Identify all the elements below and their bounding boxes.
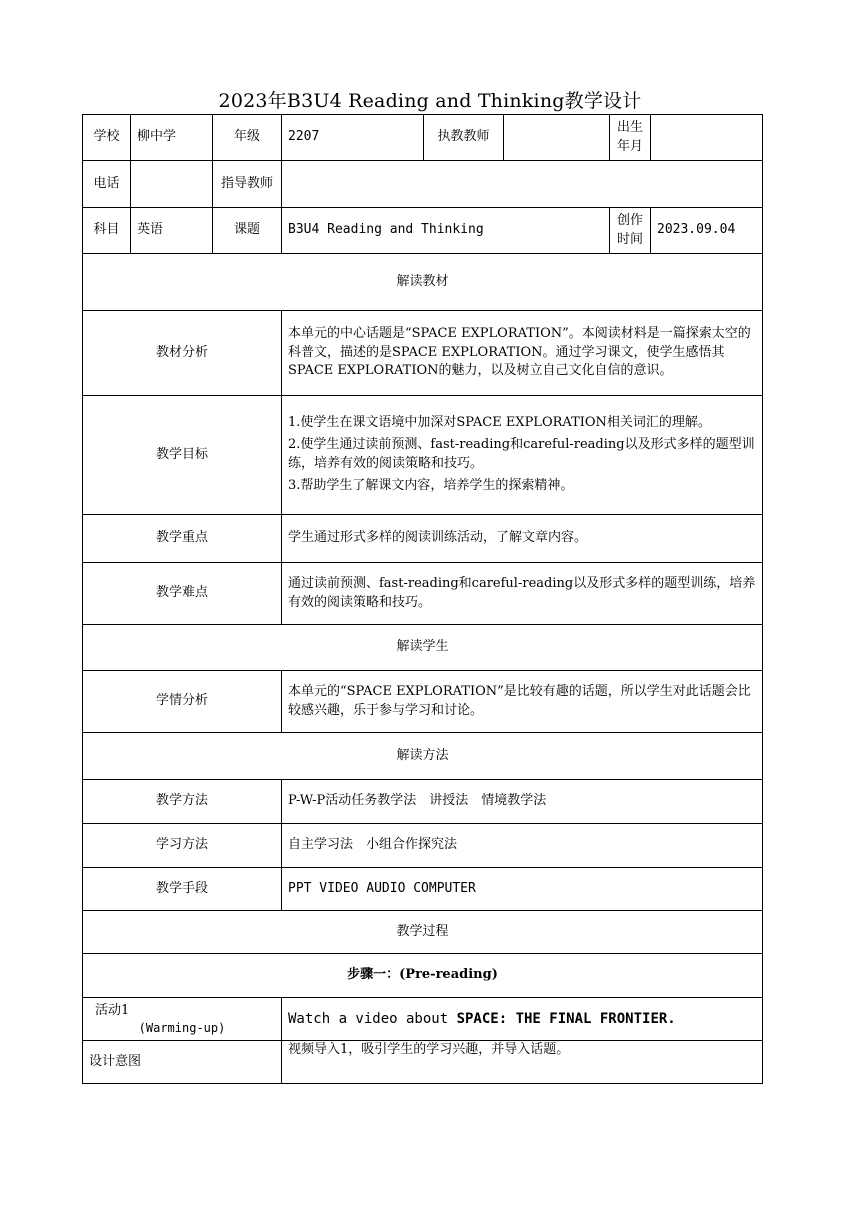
teaching-means-row	[83, 868, 763, 911]
learning-method-label: 学习方法	[83, 824, 282, 868]
textbook-analysis-row	[83, 311, 763, 396]
header-row-2	[83, 161, 763, 208]
design-intent-row	[83, 1041, 763, 1084]
teaching-method-text: P-W-P活动任务教学法 讲授法 情境教学法	[282, 780, 763, 824]
teaching-goals-list	[282, 396, 763, 515]
grade-label: 年级	[213, 115, 282, 161]
student-analysis-label: 学情分析	[83, 671, 282, 733]
topic-label: 课题	[213, 208, 282, 254]
section-textbook-row	[83, 254, 763, 311]
teaching-means-text: PPT VIDEO AUDIO COMPUTER	[282, 868, 763, 911]
lesson-plan-table	[82, 114, 763, 1084]
section-students-row	[83, 625, 763, 671]
teaching-means-label: 教学手段	[83, 868, 282, 911]
textbook-analysis-text: 本单元的中心话题是“SPACE EXPLORATION”。本阅读材料是一篇探索太空的科普文，描述的是SPACE EXPLORATION。通过学习课文，使学生感悟其SPACE EXPLORATION的魅力，以及树立自己文化自信的意识。	[282, 311, 763, 396]
activity1-text	[282, 998, 763, 1041]
created-value: 2023.09.04	[651, 208, 763, 254]
activity1-label-line1: 活动1	[95, 1003, 130, 1019]
school-value: 柳中学	[131, 115, 213, 161]
difficult-point-label: 教学难点	[83, 563, 282, 625]
teaching-goals-row	[83, 396, 763, 515]
learning-method-text: 自主学习法 小组合作探究法	[282, 824, 763, 868]
design-intent-label: 设计意图	[83, 1041, 282, 1084]
section-process-row	[83, 911, 763, 954]
activity1-text-video-title: SPACE: THE FINAL FRONTIER.	[456, 1010, 676, 1027]
activity1-row	[83, 998, 763, 1041]
teaching-goals-label: 教学目标	[83, 396, 282, 515]
teaching-method-row	[83, 780, 763, 824]
phone-value	[131, 161, 213, 208]
birth-label: 出生年月	[610, 115, 651, 161]
difficult-point-row	[83, 563, 763, 625]
activity1-text-prefix: Watch a video about	[288, 1010, 457, 1027]
header-row-1	[83, 115, 763, 161]
section-methods-heading: 解读方法	[83, 733, 763, 780]
activity1-label	[83, 998, 282, 1041]
mentor-label: 指导教师	[213, 161, 282, 208]
key-point-row	[83, 515, 763, 563]
document-title: 2023年B3U4 Reading and Thinking教学设计	[218, 90, 642, 112]
step1-heading: 步骤一：(Pre-reading)	[83, 954, 763, 998]
key-point-label: 教学重点	[83, 515, 282, 563]
grade-value: 2207	[282, 115, 424, 161]
step1-row	[83, 954, 763, 998]
goal-item: 1.使学生在课文语境中加深对SPACE EXPLORATION相关词汇的理解。	[288, 415, 711, 431]
section-methods-row	[83, 733, 763, 780]
activity1-label-line2: (Warming-up)	[138, 1020, 226, 1035]
subject-value: 英语	[131, 208, 213, 254]
difficult-point-text: 通过读前预测、fast-reading和careful-reading以及形式多样的题型训练，培养有效的阅读策略和技巧。	[282, 563, 763, 625]
teacher-value	[504, 115, 610, 161]
school-label: 学校	[83, 115, 131, 161]
textbook-analysis-label: 教材分析	[83, 311, 282, 396]
student-analysis-text: 本单元的“SPACE EXPLORATION”是比较有趣的话题，所以学生对此话题会比较感兴趣，乐于参与学习和讨论。	[282, 671, 763, 733]
student-analysis-row	[83, 671, 763, 733]
teacher-label: 执教教师	[424, 115, 504, 161]
phone-label: 电话	[83, 161, 131, 208]
teaching-method-label: 教学方法	[83, 780, 282, 824]
key-point-text: 学生通过形式多样的阅读训练活动，了解文章内容。	[282, 515, 763, 563]
topic-value: B3U4 Reading and Thinking	[282, 208, 610, 254]
created-label: 创作时间	[610, 208, 651, 254]
section-students-heading: 解读学生	[83, 625, 763, 671]
mentor-value	[282, 161, 763, 208]
subject-label: 科目	[83, 208, 131, 254]
goal-item: 3.帮助学生了解课文内容，培养学生的探索精神。	[288, 477, 574, 493]
goal-item: 2.使学生通过读前预测、fast-reading和careful-reading以及形式多样的题型训练，培养有效的阅读策略和技巧。	[288, 437, 755, 471]
learning-method-row	[83, 824, 763, 868]
section-textbook-heading: 解读教材	[83, 254, 763, 311]
birth-value	[651, 115, 763, 161]
header-row-3	[83, 208, 763, 254]
design-intent-text: 视频导入1，吸引学生的学习兴趣，并导入话题。	[282, 1041, 763, 1084]
section-process-heading: 教学过程	[83, 911, 763, 954]
